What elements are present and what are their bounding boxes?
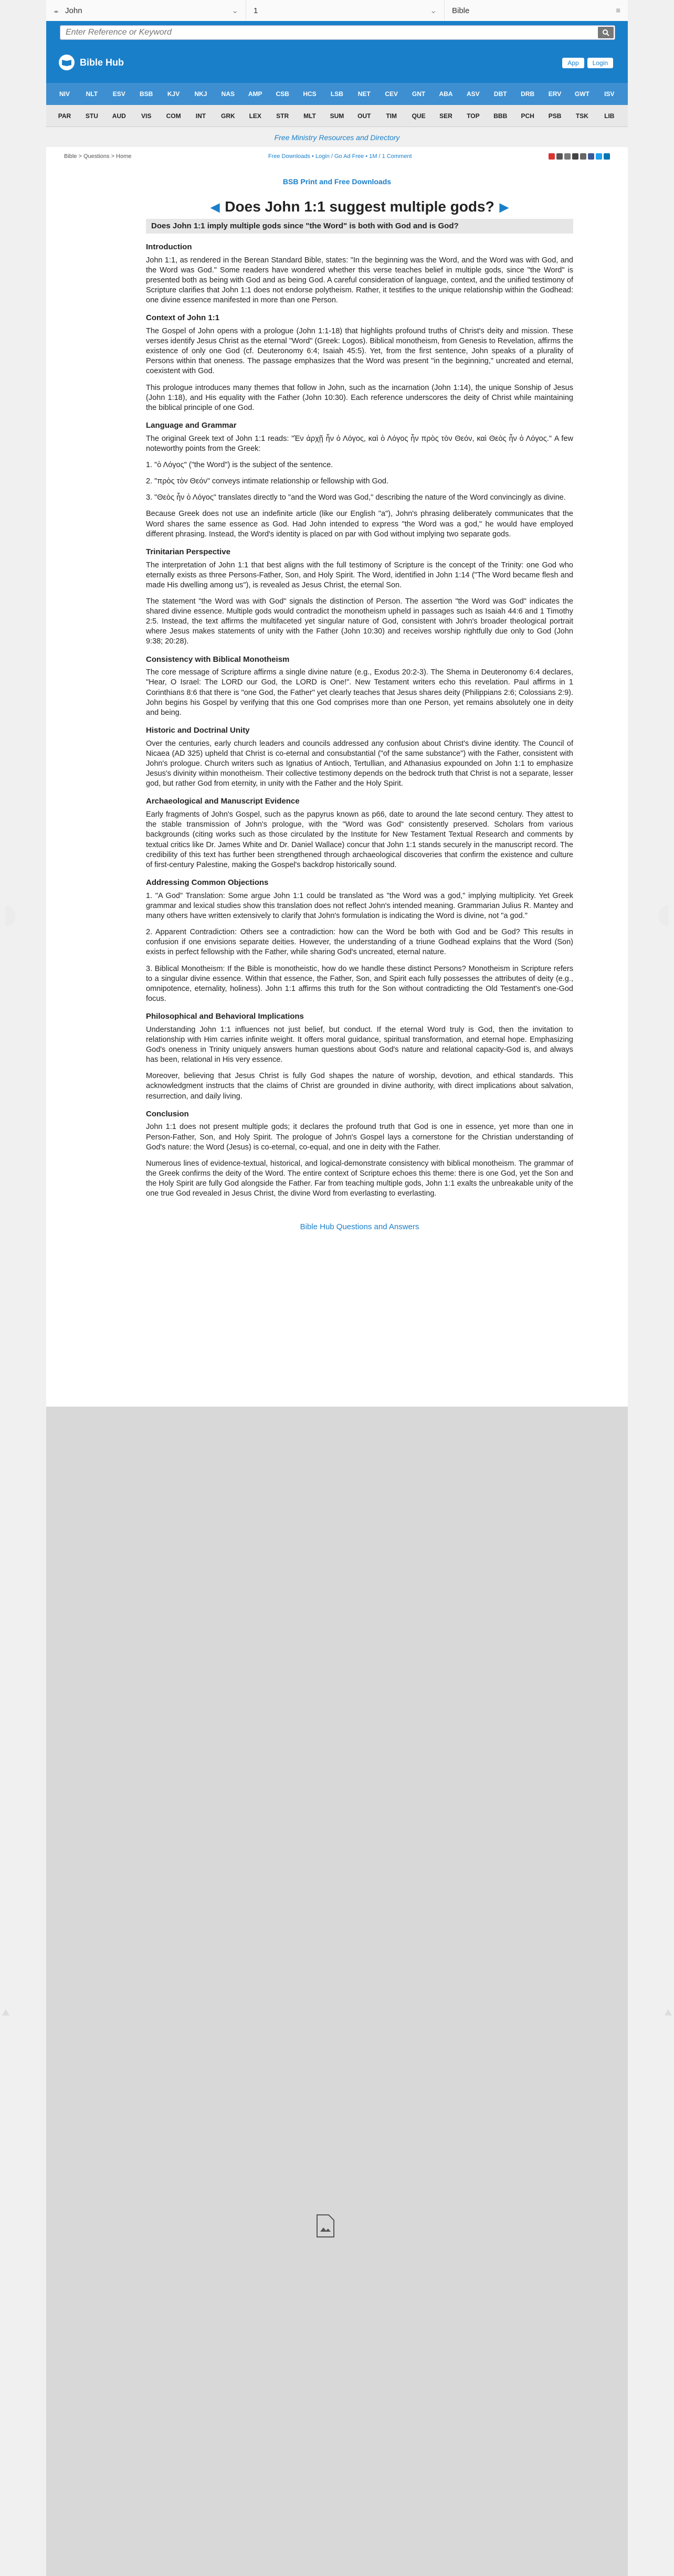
next-arrow-icon[interactable]: ▶ <box>499 200 509 214</box>
book-select-value: John <box>65 6 82 15</box>
bible-hub-logo-icon <box>59 55 75 70</box>
tool-link[interactable]: STU <box>85 112 98 120</box>
tool-link[interactable]: LIB <box>604 112 615 120</box>
translation-link[interactable]: AMP <box>248 90 262 98</box>
tool-link[interactable]: TOP <box>467 112 480 120</box>
ministry-link[interactable]: Free Ministry Resources and Directory <box>274 133 400 142</box>
paragraph: Numerous lines of evidence-textual, historical, and logical-demonstrate consistency with biblical monotheism. The grammar of the Greek confirms the deity of the Word. The entire context of Scripture echoes this theme: there is one God, yet the Son and the Holy Spirit are fully God alongside the Father. Far from teaching multiple gods, John 1:1 exalts the unbreakable unity of the one true God revealed in Jesus Christ, the divine Word from everlasting to everlasting. <box>146 1159 573 1198</box>
section-heading: Introduction <box>146 242 192 251</box>
tool-link[interactable]: GRK <box>221 112 235 120</box>
linkedin-icon[interactable] <box>604 153 610 160</box>
section-heading: Philosophical and Behavioral Implications <box>146 1012 304 1021</box>
tool-link[interactable]: PCH <box>521 112 534 120</box>
paragraph: John 1:1 does not present multiple gods; it declares the profound truth that God is one in essence, yet more than one in Person-Father, Son, and Holy Spirit. The prologue of John's Gospel lays a cornerstone for the Christian understanding of God's nature: the Word (Jesus) is co-eternal, co-equal, and one in deity with the Father. <box>146 1123 573 1152</box>
translation-link[interactable]: ASV <box>467 90 480 98</box>
scroll-up-icon[interactable] <box>665 2009 672 2015</box>
ad-area <box>46 1407 628 2576</box>
chevrons-icon: ◂▸ <box>54 8 59 15</box>
section-heading: Language and Grammar <box>146 420 237 430</box>
search-input[interactable] <box>60 26 596 39</box>
tool-link[interactable]: TIM <box>386 112 397 120</box>
tool-link[interactable]: SER <box>439 112 452 120</box>
translation-link[interactable]: CEV <box>385 90 398 98</box>
translation-link[interactable]: KJV <box>167 90 180 98</box>
paragraph: The interpretation of John 1:1 that best aligns with the full testimony of Scripture is the concept of the Trinity: one God who eternally exists as three Persons-Father, Son, and Holy Spirit. The Word, identified in John 1:14 ("The Word became flesh and made His dwelling among us"), is revealed as Jesus Christ, the eternal Son. <box>146 561 573 589</box>
translation-link[interactable]: DRB <box>521 90 535 98</box>
translation-link[interactable]: NLT <box>86 90 98 98</box>
search-box <box>60 25 615 40</box>
account-links[interactable]: Free Downloads • Login / Go Ad Free • 1M / 1 Comment <box>268 153 412 160</box>
tool-link[interactable]: AUD <box>112 112 126 120</box>
tool-link[interactable]: PSB <box>548 112 562 120</box>
translation-link[interactable]: ERV <box>548 90 562 98</box>
prev-arrow-icon[interactable]: ◀ <box>210 200 220 214</box>
tool-link[interactable]: INT <box>195 112 206 120</box>
email-icon[interactable] <box>564 153 571 160</box>
article <box>146 197 573 1232</box>
paragraph: Over the centuries, early church leaders and councils addressed any confusion about Christ's divine identity. The Council of Nicaea (AD 325) upheld that Christ is co-eternal and consubstantial ("of the same substance") with the Father, consistent with John's prologue. Church writers such as Ignatius of Antioch, Tertullian, and Athanasius expounded on John 1:1 to emphasize Jesus's divinity within monotheism. Their collective testimony depends on the bedrock truth that Christ is not a separate, lesser god, but rather God from eternity, in unity with the Father and the Holy Spirit. <box>146 739 573 788</box>
section-heading: Context of John 1:1 <box>146 313 220 323</box>
paragraph: The Gospel of John opens with a prologue (John 1:1-18) that highlights profound truths of Christ's deity and mission. These verses identify Jesus Christ as the eternal "Word" (Greek: Logos). Biblical monotheism, from Genesis to Revelation, affirms the existence of only one God (cf. Deuteronomy 6:4; Isaiah 45:5). Yet, from the first sentence, John speaks of a plurality of Persons within that oneness. The passage emphasizes that the Word was present "in the beginning," uncreated and eternal, coexistent with God. <box>146 326 573 376</box>
reference-selector-bar <box>46 0 628 22</box>
facebook-icon[interactable] <box>588 153 594 160</box>
paragraph: 1. "A God" Translation: Some argue John 1:1 could be translated as "the Word was a god," implying multiplicity. Yet Greek grammar and lexical studies show this translation does not reflect John's intended meaning. Grammarian Julius R. Mantey and many others have written extensively to clarify that John's formulation is indicating the Word is divine, not "a god." <box>146 891 573 920</box>
print-downloads-link[interactable]: BSB Print and Free Downloads <box>282 177 392 186</box>
login-button[interactable]: Login <box>587 58 613 68</box>
tool-link[interactable]: PAR <box>58 112 71 120</box>
section-heading: Conclusion <box>146 1109 189 1118</box>
brand-logo[interactable] <box>59 55 124 70</box>
translation-link[interactable]: BSB <box>140 90 153 98</box>
next-page-tab[interactable] <box>658 905 669 926</box>
chevron-down-icon: ⌄ <box>430 6 437 15</box>
chapter-select[interactable] <box>246 0 444 21</box>
scroll-up-icon[interactable] <box>2 2009 9 2015</box>
translation-link[interactable]: CSB <box>276 90 289 98</box>
bookmark-icon[interactable] <box>580 153 586 160</box>
site-header <box>46 21 628 83</box>
print-icon[interactable] <box>556 153 563 160</box>
document-icon <box>316 2214 335 2238</box>
translation-link[interactable]: GWT <box>574 90 589 98</box>
translation-link[interactable]: NKJ <box>194 90 207 98</box>
section-heading: Historic and Doctrinal Unity <box>146 725 250 735</box>
paragraph: Early fragments of John's Gospel, such as the papyrus known as p66, date to around the late second century. They attest to the stable transmission of John's prologue, with the "Word was God" consistently preserved. Scholars from various backgrounds (citing works such as those circulated by the Institute for New Testament Textual Research and comments by textual critics like Dr. James White and Dr. Daniel Wallace) concur that John 1:1 stands securely in the manuscript record. The credibility of this text has further been strengthened through archaeological discoveries that confirm the existence and culture of first-century Palestine, making the Gospel's backdrop historically sound. <box>146 810 573 869</box>
tool-link[interactable]: LEX <box>249 112 261 120</box>
title-text: Does John 1:1 suggest multiple gods? <box>225 198 494 215</box>
tool-link[interactable]: QUE <box>412 112 426 120</box>
paragraph: This prologue introduces many themes that follow in John, such as the incarnation (John 1:14), the unique Sonship of Jesus (John 1:18), and His equality with the Father (John 10:30). Each reference underscores the deity of Christ while maintaining the biblical principle of one God. <box>146 383 573 412</box>
tool-link[interactable]: COM <box>166 112 181 120</box>
prev-page-tab[interactable] <box>5 905 16 926</box>
translation-link[interactable]: NIV <box>59 90 70 98</box>
book-select[interactable] <box>46 0 246 21</box>
paragraph: 1. "ὁ Λόγος" ("the Word") is the subject of the sentence. <box>146 461 333 470</box>
main-content <box>46 147 628 1407</box>
header-buttons <box>562 58 613 68</box>
tool-link[interactable]: OUT <box>357 112 371 120</box>
app-button[interactable]: App <box>562 58 584 68</box>
brand-name: Bible Hub <box>80 57 124 68</box>
translation-link[interactable]: LSB <box>330 90 343 98</box>
breadcrumb[interactable]: Bible > Questions > Home <box>64 153 132 160</box>
copy-icon[interactable] <box>572 153 578 160</box>
paragraph: 2. "πρὸς τὸν Θεόν" conveys intimate relationship or fellowship with God. <box>146 477 388 486</box>
translation-link[interactable]: DBT <box>493 90 507 98</box>
version-select-value: Bible <box>452 6 470 15</box>
paragraph: The core message of Scripture affirms a single divine nature (e.g., Exodus 20:2-3). The Shema in Deuteronomy 6:4 declares, "Hear, O Israel: The LORD our God, the LORD is One!". New Testament writers echo this revelation. Paul affirms in 1 Corinthians 8:6 that there is "one God, the Father" yet clearly teaches that Jesus shares deity (Philippians 2:6; Colossians 2:9). John begins his Gospel by verifying that this one God comprises more than one Person, yet remains absolutely one in deity and being. <box>146 668 573 717</box>
paragraph: 3. "Θεὸς ἦν ὁ Λόγος" translates directly to "and the Word was God," describing the nature of the Word convincingly as divine. <box>146 493 566 502</box>
translation-link[interactable]: NAS <box>221 90 235 98</box>
search-button[interactable] <box>598 27 614 38</box>
article-sections <box>146 242 573 1199</box>
section-heading: Trinitarian Perspective <box>146 547 230 556</box>
paragraph: Because Greek does not use an indefinite article (like our English "a"), John's phrasing deliberately communicates that the Word shares the same essence as God. Had John intended to express "the Word was a god," he would have employed different phrasing. Instead, the Word's identity is placed on par with God without implying two separate gods. <box>146 510 573 539</box>
translation-link[interactable]: ESV <box>112 90 125 98</box>
paragraph: Understanding John 1:1 influences not just belief, but conduct. If the eternal Word truly is God, then the invitation to relationship with Him carries infinite weight. It offers moral guidance, spiritual transformation, and eternal hope. Emphasizing God's oneness in Trinity uniquely answers human questions about God's nature and relational capacity-God is, and always has been, relational in His very essence. <box>146 1025 573 1064</box>
question-bar: Does John 1:1 imply multiple gods since "the Word" is both with God and is God? <box>146 219 573 234</box>
paragraph: The original Greek text of John 1:1 reads: "Ἐν ἀρχῇ ἦν ὁ Λόγος, καὶ ὁ Λόγος ἦν πρὸς τὸν Θεόν, καὶ Θεὸς ἦν ὁ Λόγος." A few noteworthy points from the Greek: <box>146 434 573 453</box>
tool-link[interactable]: MLT <box>303 112 316 120</box>
translation-link[interactable]: HCS <box>303 90 317 98</box>
breadcrumb-row <box>64 153 610 160</box>
tool-link[interactable]: BBB <box>493 112 508 120</box>
tools-bar <box>46 105 628 127</box>
paragraph: Moreover, believing that Jesus Christ is fully God shapes the nature of worship, devotion, and ethical standards. This acknowledgment instructs that the claims of Christ are grounded in divine authority, with direct implications about salvation, resurrection, and daily living. <box>146 1072 573 1101</box>
section-heading: Archaeological and Manuscript Evidence <box>146 797 300 806</box>
section-heading: Consistency with Biblical Monotheism <box>146 654 290 664</box>
pdf-icon[interactable] <box>549 153 555 160</box>
section-heading: Addressing Common Objections <box>146 878 269 887</box>
translation-link[interactable]: NET <box>357 90 371 98</box>
twitter-icon[interactable] <box>596 153 602 160</box>
share-icons <box>549 153 610 160</box>
questions-footer-link[interactable]: Bible Hub Questions and Answers <box>300 1222 419 1232</box>
translation-link[interactable]: ISV <box>604 90 615 98</box>
tool-link[interactable]: SUM <box>330 112 344 120</box>
translation-link[interactable]: GNT <box>412 90 426 98</box>
tool-link[interactable]: VIS <box>141 112 152 120</box>
tool-link[interactable]: TSK <box>575 112 588 120</box>
translation-bar <box>46 83 628 105</box>
menu-icon: ≡ <box>616 6 620 15</box>
page-title <box>146 197 573 217</box>
paragraph: The statement "the Word was with God" signals the distinction of Person. The assertion "the Word was God" indicates the shared divine essence. Multiple gods would contradict the monotheism upheld in passages such as Isaiah 44:6 and 1 Timothy 2:5. Instead, the text affirms the multifaceted yet singular nature of God, consistent with John's broader theological portrait where Jesus makes statements of unity with the Father (John 10:30) and receives worship rightfully due only to God (John 9:38; 20:28). <box>146 597 573 646</box>
chevron-down-icon: ⌄ <box>231 6 238 15</box>
paragraph: 3. Biblical Monotheism: If the Bible is monotheistic, how do we handle these distinct Persons? Monotheism in Scripture refers to a singular divine essence. Within that essence, the Father, Son, and Spirit each fully possesses the attributes of deity (e.g., omnipotence, eternality, holiness). John 1:1 affirms this truth for the Son without contradicting the Old Testament's one-God focus. <box>146 964 573 1003</box>
paragraph: 2. Apparent Contradiction: Others see a contradiction: how can the Word be both with God and be God? This results in confusion if one envisions separate deities. However, the understanding of a triune Godhead explains that the Word (Son) exists in perfect fellowship with the Father, while sharing God's uncreated, eternal nature. <box>146 928 573 957</box>
paragraph: John 1:1, as rendered in the Berean Standard Bible, states: "In the beginning was the Word, and the Word was with God, and the Word was God." Some readers have wondered whether this verse teaches belief in multiple gods, since "the Word" is presented both as being with God and as being God. A careful consideration of language, context, and the unified testimony of Scripture clarifies that John 1:1 does not endorse polytheism. Rather, it testifies to the unique relationship within the Godhead: one divine essence manifested in more than one Person. <box>146 256 573 305</box>
tool-link[interactable]: STR <box>276 112 289 120</box>
chapter-select-value: 1 <box>254 6 258 15</box>
version-select[interactable] <box>444 0 628 21</box>
translation-link[interactable]: ABA <box>439 90 453 98</box>
search-icon <box>602 29 609 36</box>
